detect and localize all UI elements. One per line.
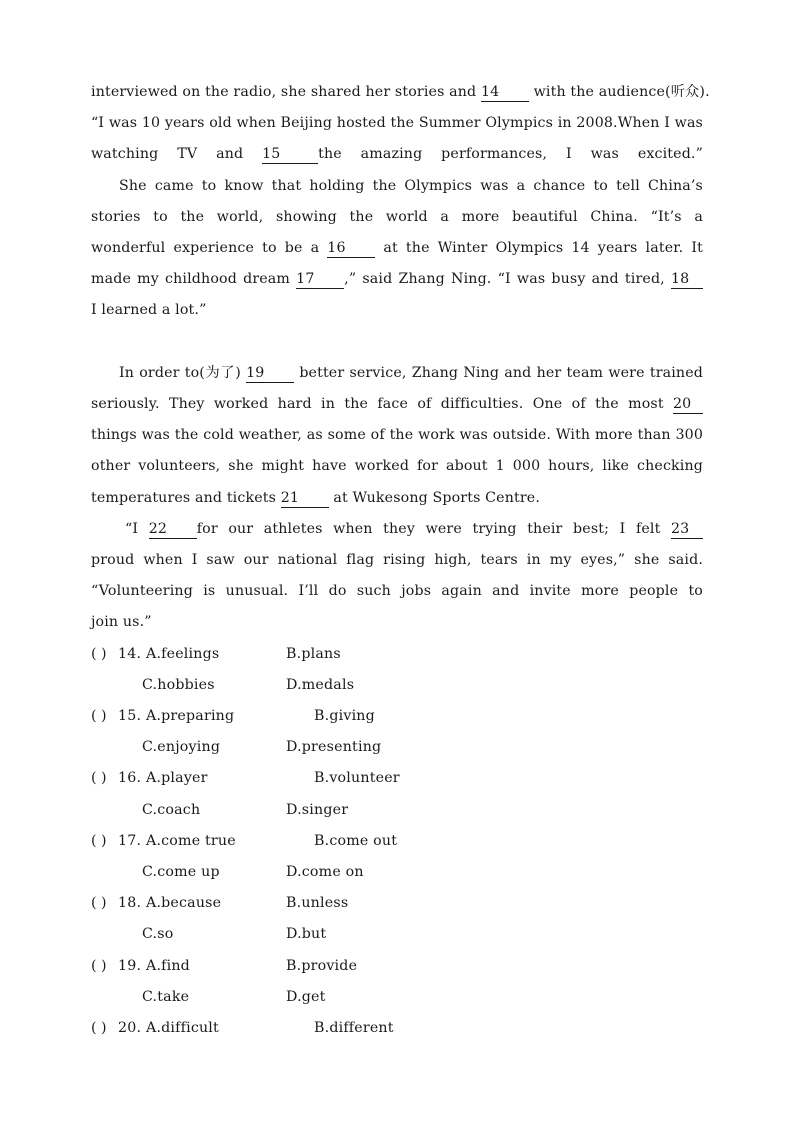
passage-line: interviewed on the radio, she shared her stories and 14 with the audience(听众). bbox=[91, 84, 710, 100]
passage-line: temperatures and tickets 21 at Wukesong Sports Centre. bbox=[91, 490, 541, 506]
blank-23: 23 bbox=[671, 521, 703, 539]
option-b: B.different bbox=[314, 1020, 394, 1036]
option-b: B.plans bbox=[286, 646, 341, 662]
question-number: 14. bbox=[118, 646, 142, 662]
option-b: B.giving bbox=[314, 708, 375, 724]
option-c: C.coach bbox=[142, 802, 201, 818]
passage-line: join us.” bbox=[91, 614, 152, 630]
passage-line: other volunteers, she might have worked for about 1 000 hours, like checking bbox=[91, 458, 703, 474]
option-c: C.so bbox=[142, 926, 174, 942]
answer-paren[interactable]: ( ) bbox=[91, 646, 107, 662]
passage-line: watching TV and 15 the amazing performances, I was excited.” bbox=[91, 146, 703, 162]
question-number: 17. bbox=[118, 833, 142, 849]
blank-17: 17 bbox=[296, 271, 344, 289]
blank-19: 19 bbox=[246, 365, 294, 383]
option-d: D.singer bbox=[286, 802, 349, 818]
question-number: 19. bbox=[118, 958, 142, 974]
passage-line: “Volunteering is unusual. I’ll do such jobs again and invite more people to bbox=[91, 583, 703, 599]
option-b: B.volunteer bbox=[314, 770, 400, 786]
passage-line: I learned a lot.” bbox=[91, 302, 207, 318]
passage-line: In order to(为了) 19 better service, Zhang Ning and her team were trained bbox=[119, 365, 703, 381]
blank-22: 22 bbox=[149, 521, 197, 539]
passage-line: seriously. They worked hard in the face of difficulties. One of the most 20 bbox=[91, 394, 703, 414]
blank-14: 14 bbox=[481, 84, 529, 102]
blank-21: 21 bbox=[281, 490, 329, 508]
option-a: A.because bbox=[146, 895, 222, 911]
passage-line: “I was 10 years old when Beijing hosted the Summer Olympics in 2008.When I was bbox=[91, 115, 703, 131]
passage-line: proud when I saw our national flag rising high, tears in my eyes,” she said. bbox=[91, 552, 703, 568]
answer-paren[interactable]: ( ) bbox=[91, 958, 107, 974]
question-number: 20. bbox=[118, 1020, 142, 1036]
option-d: D.come on bbox=[286, 864, 364, 880]
answer-paren[interactable]: ( ) bbox=[91, 708, 107, 724]
answer-paren[interactable]: ( ) bbox=[91, 1020, 107, 1036]
blank-16: 16 bbox=[327, 240, 375, 258]
option-c: C.enjoying bbox=[142, 739, 221, 755]
option-d: D.get bbox=[286, 989, 326, 1005]
option-a: A.feelings bbox=[146, 646, 220, 662]
blank-20: 20 bbox=[673, 396, 703, 414]
option-c: C.come up bbox=[142, 864, 220, 880]
question-number: 15. bbox=[118, 708, 142, 724]
option-d: D.medals bbox=[286, 677, 355, 693]
question-number: 18. bbox=[118, 895, 142, 911]
option-a: A.player bbox=[146, 770, 208, 786]
passage-line: made my childhood dream 17 ,” said Zhang Ning. “I was busy and tired, 18 bbox=[91, 269, 703, 289]
passage-line: things was the cold weather, as some of the work was outside. With more than 300 bbox=[91, 427, 703, 443]
passage-line: stories to the world, showing the world a more beautiful China. “It’s a bbox=[91, 209, 703, 225]
option-a: A.find bbox=[146, 958, 190, 974]
answer-paren[interactable]: ( ) bbox=[91, 895, 107, 911]
blank-15: 15 bbox=[262, 146, 318, 164]
passage-line: She came to know that holding the Olympics was a chance to tell China’s bbox=[119, 178, 703, 194]
option-a: A.difficult bbox=[146, 1020, 219, 1036]
option-c: C.hobbies bbox=[142, 677, 215, 693]
option-a: A.preparing bbox=[146, 708, 235, 724]
blank-18: 18 bbox=[671, 271, 703, 289]
answer-paren[interactable]: ( ) bbox=[91, 833, 107, 849]
question-number: 16. bbox=[118, 770, 142, 786]
passage-line: wonderful experience to be a 16 at the Winter Olympics 14 years later. It bbox=[91, 240, 703, 256]
passage-line: “I 22 for our athletes when they were trying their best; I felt 23 bbox=[91, 519, 703, 539]
option-b: B.provide bbox=[286, 958, 358, 974]
option-b: B.unless bbox=[286, 895, 349, 911]
option-a: A.come true bbox=[146, 833, 236, 849]
option-d: D.but bbox=[286, 926, 327, 942]
answer-paren[interactable]: ( ) bbox=[91, 770, 107, 786]
option-b: B.come out bbox=[314, 833, 398, 849]
option-c: C.take bbox=[142, 989, 190, 1005]
option-d: D.presenting bbox=[286, 739, 382, 755]
